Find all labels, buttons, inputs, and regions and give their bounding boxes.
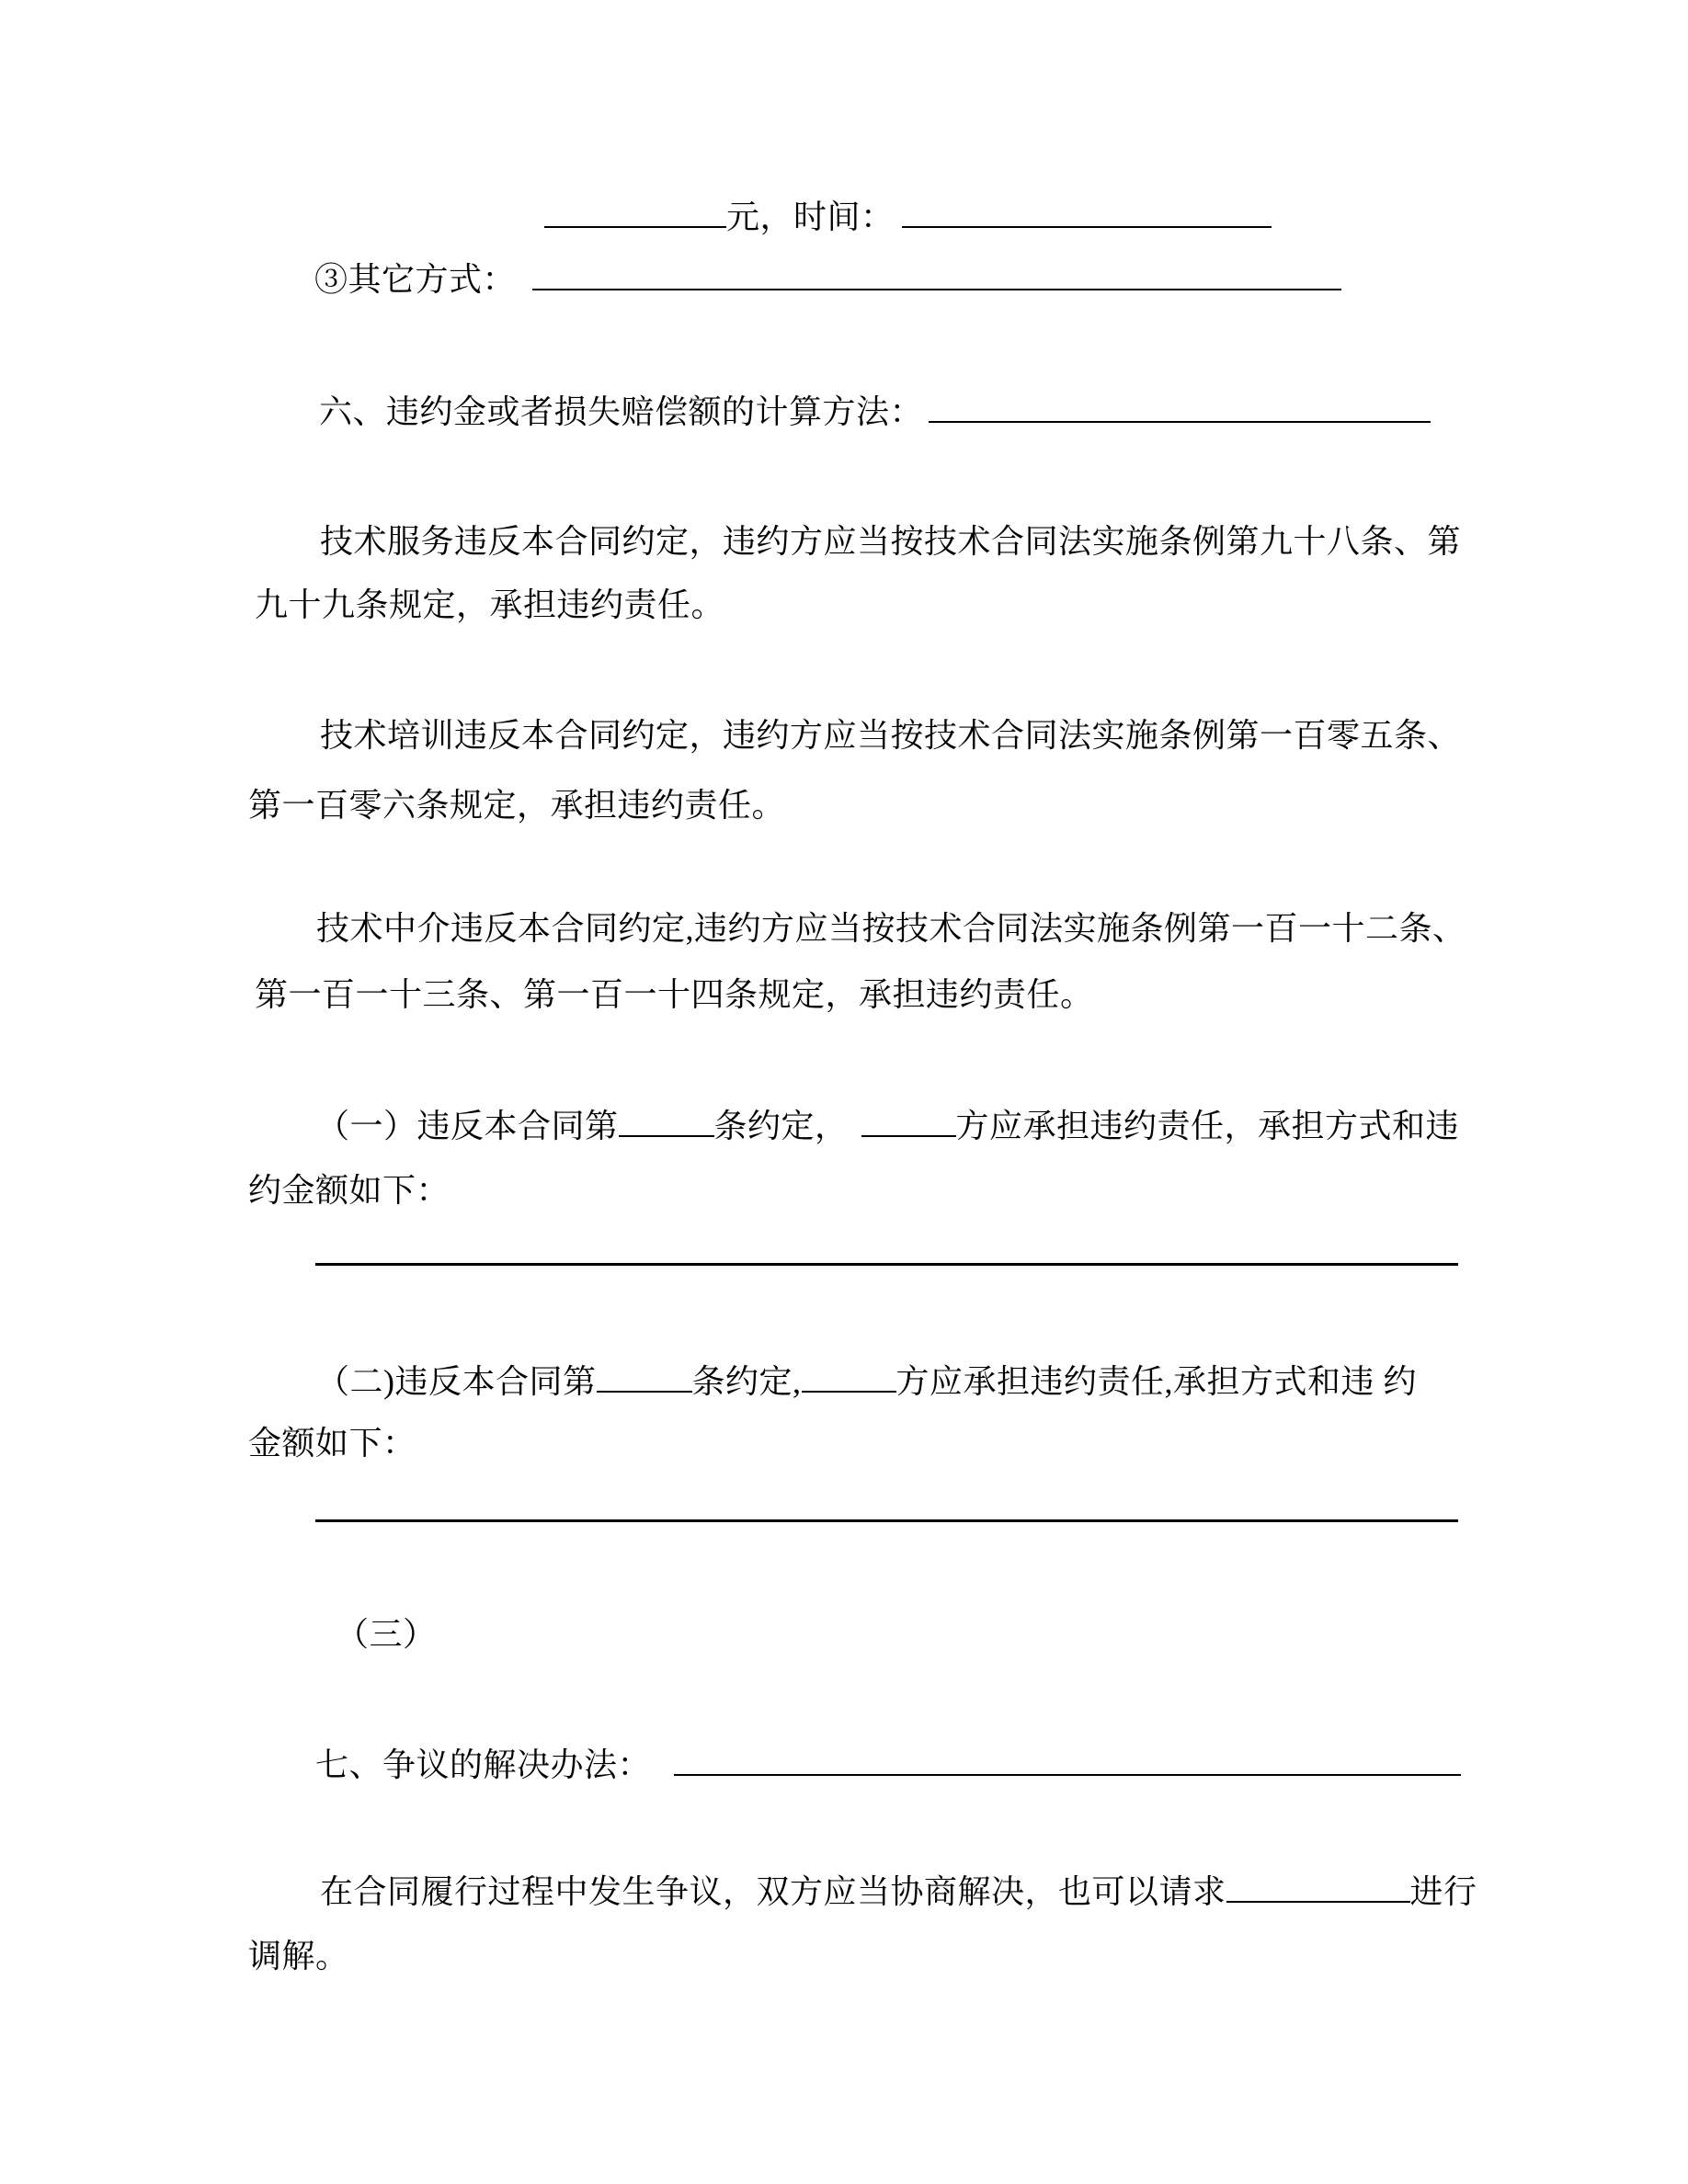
tech-intermediary-para-line-1	[316, 904, 1466, 952]
item-1-line-2	[248, 1166, 450, 1214]
item-1-party-blank-field	[861, 1102, 956, 1137]
section-6-heading-line	[319, 388, 1431, 436]
item-1-text-d: 约金额如下：	[248, 1172, 451, 1209]
tech-training-text-1: 技术培训违反本合同约定，违约方应当按技术合同法实施条例第一百零五条、	[320, 717, 1462, 754]
mediator-blank-field	[1226, 1868, 1410, 1903]
other-method-line	[314, 256, 1341, 303]
item-2-text-c: 方应承担违约责任,承担方式和违 约	[895, 1363, 1418, 1400]
item-2-text-b: 条约定,	[691, 1363, 802, 1400]
tech-service-para-line-1	[320, 518, 1461, 565]
dispute-text-b: 进行	[1409, 1873, 1477, 1910]
item-1-text-b: 条约定，	[713, 1108, 849, 1144]
section-7-blank-field	[674, 1741, 1461, 1776]
amount-blank-field	[544, 193, 726, 228]
item-1-text-c: 方应承担违约责任，承担方式和违	[955, 1108, 1460, 1144]
dispute-para-line-2	[248, 1932, 349, 1980]
item-2-line-2	[248, 1419, 416, 1467]
dispute-text-a: 在合同履行过程中发生争议，双方应当协商解决，也可以请求	[320, 1873, 1226, 1910]
tech-intermediary-text-1: 技术中介违反本合同约定,违约方应当按技术合同法实施条例第一百一十二条、	[316, 910, 1466, 947]
item-1-text-a: （一）违反本合同第	[316, 1108, 619, 1144]
other-method-label: ③其它方式：	[314, 261, 517, 298]
dispute-para-line-1	[320, 1868, 1477, 1916]
tech-service-text-2: 九十九条规定，承担违约责任。	[255, 586, 725, 623]
other-method-blank-field	[532, 256, 1341, 290]
section-6-blank-field	[929, 388, 1431, 423]
section-7-heading: 七、争议的解决办法：	[315, 1746, 652, 1783]
payment-suffix-text: 元，时间：	[726, 199, 895, 235]
item-1-clause-blank-field	[619, 1102, 714, 1137]
item-2-answer-blank-rule	[315, 1519, 1458, 1522]
section-6-heading: 六、违约金或者损失赔偿额的计算方法：	[319, 393, 924, 430]
item-2-text-d: 金额如下：	[248, 1425, 416, 1462]
item-2-party-blank-field	[802, 1358, 896, 1393]
item-3-line	[336, 1610, 437, 1658]
item-1-answer-blank-rule	[315, 1263, 1458, 1266]
tech-service-para-line-2	[255, 581, 724, 629]
item-2-line-1	[316, 1358, 1417, 1405]
tech-training-text-2: 第一百零六条规定，承担违约责任。	[248, 787, 786, 824]
item-2-clause-blank-field	[597, 1358, 692, 1393]
tech-training-para-line-2	[248, 781, 785, 829]
item-1-line-1	[316, 1102, 1459, 1150]
tech-training-para-line-1	[320, 711, 1461, 759]
tech-service-text-1: 技术服务违反本合同约定，违约方应当按技术合同法实施条例第九十八条、第	[320, 523, 1462, 560]
dispute-text-c: 调解。	[248, 1938, 349, 1974]
tech-intermediary-text-2: 第一百一十三条、第一百一十四条规定，承担违约责任。	[255, 976, 1094, 1013]
item-3-text: （三）	[336, 1616, 437, 1653]
payment-amount-time-line	[544, 193, 1272, 241]
time-blank-field	[902, 193, 1272, 228]
tech-intermediary-para-line-2	[255, 971, 1094, 1018]
section-7-heading-line	[315, 1741, 1461, 1789]
item-2-text-a: （二)违反本合同第	[316, 1363, 597, 1400]
